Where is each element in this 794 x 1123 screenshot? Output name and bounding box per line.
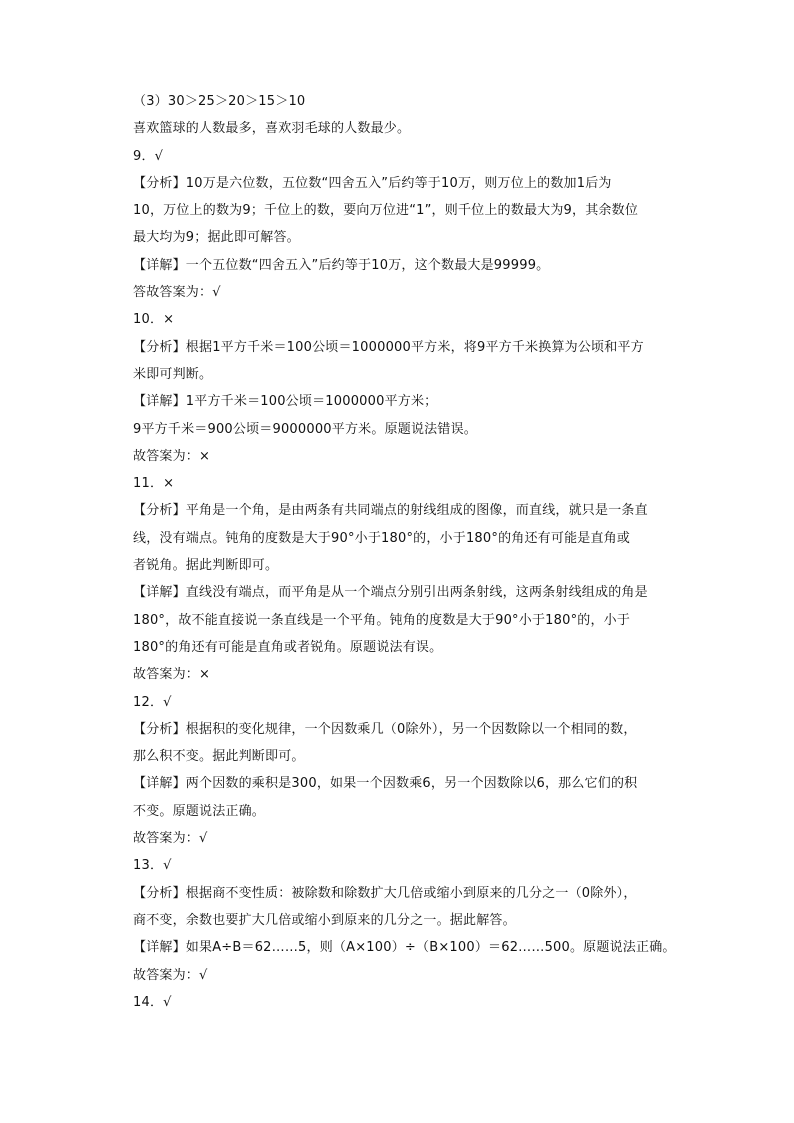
- text-line: 不变。原题说法正确。: [133, 803, 266, 819]
- text-line: 180°，故不能直接说一条直线是一个平角。钝角的度数是大于90°小于180°的，小于: [133, 612, 631, 628]
- question-number: 14．√: [133, 994, 172, 1010]
- text-line: 【详解】直线没有端点，而平角是从一个端点分别引出两条射线，这两条射线组成的角是: [133, 585, 648, 601]
- text-line: 【分析】根据1平方千米＝100公顷＝1000000平方米，将9平方千米换算为公顷和平方: [133, 339, 644, 355]
- answer-line: 故答案为：×: [133, 448, 211, 464]
- text-line: 【详解】一个五位数“四舍五入”后约等于10万，这个数最大是99999。: [133, 257, 550, 273]
- text-line: 【详解】两个因数的乘积是300，如果一个因数乘6，另一个因数除以6，那么它们的积: [133, 776, 638, 792]
- text-line: 10，万位上的数为9；千位上的数，要向万位进“1”，则千位上的数最大为9，其余数位: [133, 203, 639, 219]
- text-line: 【分析】根据商不变性质：被除数和除数扩大几倍或缩小到原来的几分之一（0除外），: [133, 885, 637, 901]
- answer-line: 答故答案为：√: [133, 285, 221, 301]
- question-number: 9．√: [133, 148, 164, 164]
- question-number: 10．×: [133, 312, 175, 328]
- text-line: 最大均为9；据此即可解答。: [133, 230, 300, 246]
- question-number: 12．√: [133, 694, 172, 710]
- text-line: （3）30＞25＞20＞15＞10: [133, 94, 306, 109]
- text-line: 【详解】1平方千米＝100公顷＝1000000平方米；: [133, 394, 438, 410]
- text-line: 【详解】如果A÷B＝62……5，则（A×100）÷（B×100）＝62……500。原题说法正确。: [133, 940, 676, 956]
- text-line: 商不变，余数也要扩大几倍或缩小到原来的几分之一。据此解答。: [133, 912, 516, 928]
- text-line: 线，没有端点。钝角的度数是大于90°小于180°的，小于180°的角还有可能是直角或: [133, 530, 631, 546]
- text-line: 者锐角。据此判断即可。: [133, 558, 279, 574]
- answer-line: 故答案为：×: [133, 667, 211, 683]
- question-number: 11．×: [133, 476, 175, 492]
- text-line: 【分析】根据积的变化规律，一个因数乘几（0除外），另一个因数除以一个相同的数，: [133, 721, 637, 737]
- text-line: 喜欢篮球的人数最多，喜欢羽毛球的人数最少。: [133, 121, 411, 137]
- question-number: 13．√: [133, 858, 172, 874]
- text-line: 那么积不变。据此判断即可。: [133, 749, 305, 765]
- text-line: 米即可判断。: [133, 366, 213, 382]
- text-line: 180°的角还有可能是直角或者锐角。原题说法有误。: [133, 639, 443, 655]
- answer-text-block: [133, 88, 681, 1016]
- answer-line: 故答案为：√: [133, 967, 208, 983]
- text-line: 【分析】10万是六位数，五位数“四舍五入”后约等于10万，则万位上的数加1后为: [133, 175, 612, 191]
- text-line: 9平方千米＝900公顷＝9000000平方米。原题说法错误。: [133, 421, 477, 437]
- text-line: 【分析】平角是一个角，是由两条有共同端点的射线组成的图像，而直线，就只是一条直: [133, 503, 648, 519]
- answer-line: 故答案为：√: [133, 831, 208, 847]
